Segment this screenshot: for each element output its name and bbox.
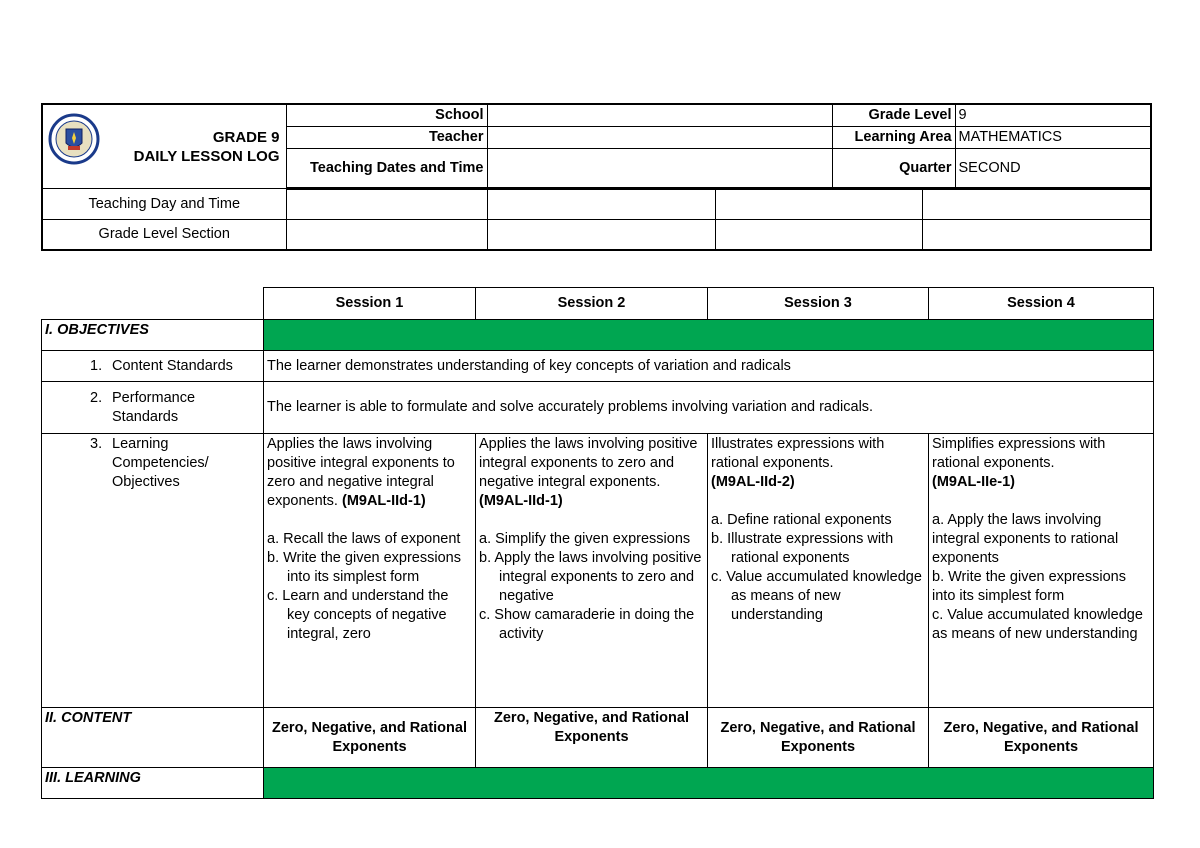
objective-item: b. Illustrate expressions with rational exponents [711, 531, 894, 566]
competencies-label-cell [42, 434, 264, 708]
competency-session-2 [476, 434, 708, 708]
objective-item: a. Recall the laws of exponent [267, 531, 461, 547]
competency-intro: Simplifies expressions with rational exponents. [932, 436, 1106, 471]
objective-item: c. Value accumulated knowledge as means of new understanding [932, 607, 1143, 642]
teaching-dates-field[interactable] [487, 149, 832, 189]
content-standards-label: Content Standards [112, 357, 233, 374]
objective-item: c. Show camaraderie in doing the activity [479, 607, 695, 642]
learning-area-field[interactable]: MATHEMATICS [955, 127, 1151, 149]
school-label: School [286, 104, 487, 127]
logo-title [134, 128, 280, 166]
content-heading: II. CONTENT [42, 708, 264, 768]
content-session-1: Zero, Negative, and Rational Exponents [264, 708, 476, 768]
day-time-s4[interactable] [922, 189, 1151, 220]
objective-item: a. Define rational exponents [711, 512, 892, 528]
grade-level-label: Grade Level [832, 104, 955, 127]
competency-session-1 [264, 434, 476, 708]
content-session-2: Zero, Negative, and Rational Exponents [476, 708, 708, 768]
competency-session-4 [929, 434, 1154, 708]
content-session-3: Zero, Negative, and Rational Exponents [708, 708, 929, 768]
logo-cell [42, 104, 286, 189]
session-header: Session 1 [264, 288, 476, 320]
day-time-s2[interactable] [487, 189, 715, 220]
school-field[interactable] [487, 104, 832, 127]
learning-green-band [264, 768, 1154, 799]
content-standards-label-cell [42, 351, 264, 382]
objective-item: c. Value accumulated knowledge as means of new understanding [711, 569, 922, 623]
section-s3[interactable] [715, 220, 922, 251]
lesson-log-header [41, 103, 1152, 251]
objective-item: b. Write the given expressions into its simplest form [932, 569, 1126, 604]
content-standards-text: The learner demonstrates understanding of key concepts of variation and radicals [264, 351, 1154, 382]
objective-item: a. Simplify the given expressions [479, 531, 691, 547]
quarter-label: Quarter [832, 149, 955, 189]
competency-intro: Applies the laws involving positive integral exponents to zero and negative integral exponents. [267, 436, 455, 509]
competency-intro: Illustrates expressions with rational exponents. [711, 436, 885, 471]
competency-intro: Applies the laws involving positive integral exponents to zero and negative integral exponents. [479, 436, 698, 490]
objectives-green-band [264, 320, 1154, 351]
section-s1[interactable] [286, 220, 487, 251]
corner-cell [42, 288, 264, 320]
grade-title: GRADE 9 [212, 129, 280, 146]
day-time-s1[interactable] [286, 189, 487, 220]
section-s4[interactable] [922, 220, 1151, 251]
session-header: Session 3 [708, 288, 929, 320]
teacher-field[interactable] [487, 127, 832, 149]
grade-level-field[interactable]: 9 [955, 104, 1151, 127]
content-standards-number: 1. [90, 357, 103, 374]
teacher-label: Teacher [286, 127, 487, 149]
learning-area-label: Learning Area [832, 127, 955, 149]
section-s2[interactable] [487, 220, 715, 251]
objective-item: b. Write the given expressions into its simplest form [267, 550, 461, 585]
performance-standards-text: The learner is able to formulate and solve accurately problems involving variation and radicals. [264, 382, 1154, 434]
competencies-label: Learning Competencies/ Objectives [112, 436, 209, 490]
grade-level-section-label: Grade Level Section [42, 220, 286, 251]
teaching-day-time-label: Teaching Day and Time [42, 189, 286, 220]
content-session-4: Zero, Negative, and Rational Exponents [929, 708, 1154, 768]
competency-code: (M9AL-IId-1) [479, 493, 563, 509]
competency-session-3 [708, 434, 929, 708]
session-header: Session 4 [929, 288, 1154, 320]
objectives-heading: I. OBJECTIVES [42, 320, 264, 351]
teaching-dates-label: Teaching Dates and Time [286, 149, 487, 189]
competency-code: (M9AL-IIe-1) [932, 474, 1015, 490]
objective-item: c. Learn and understand the key concepts of negative integral, zero [267, 588, 449, 642]
day-time-s3[interactable] [715, 189, 922, 220]
learning-heading: III. LEARNING [42, 768, 264, 799]
performance-standards-number: 2. [90, 389, 103, 406]
competency-code: (M9AL-IId-1) [341, 493, 426, 509]
objective-item: b. Apply the laws involving positive integral exponents to zero and negative [479, 550, 702, 604]
objective-item: a. Apply the laws involving integral exponents to rational exponents [932, 512, 1119, 566]
lesson-log-body [41, 287, 1154, 799]
deped-seal-icon [48, 113, 100, 165]
session-header: Session 2 [476, 288, 708, 320]
performance-standards-label-cell [42, 382, 264, 434]
quarter-field[interactable]: SECOND [955, 149, 1151, 189]
competency-code: (M9AL-IId-2) [711, 474, 795, 490]
performance-standards-label: Performance Standards [112, 389, 196, 425]
log-title: DAILY LESSON LOG [133, 148, 280, 165]
competencies-number: 3. [90, 436, 103, 452]
